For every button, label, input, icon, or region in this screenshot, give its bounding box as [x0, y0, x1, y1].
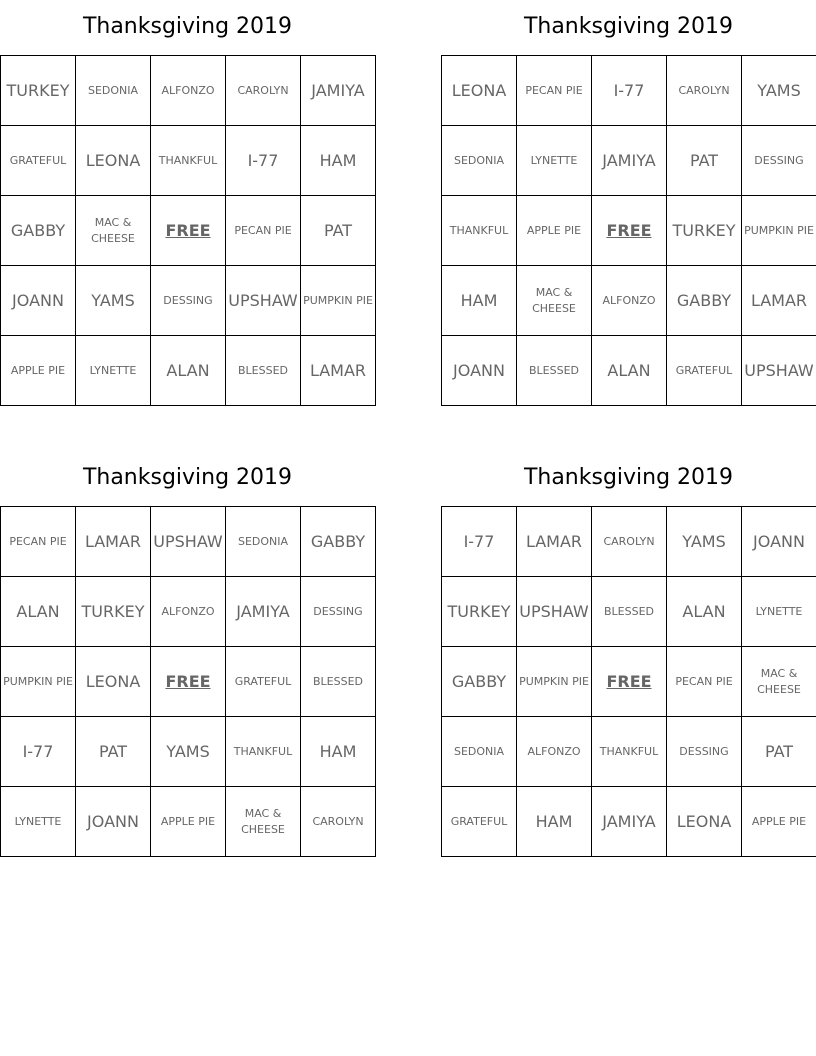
bingo-cell: TURKEY [1, 56, 76, 126]
grid-row [442, 336, 816, 406]
bingo-cell: GRATEFUL [226, 647, 301, 717]
grid-row [1, 577, 376, 647]
bingo-cell: ALAN [667, 577, 742, 647]
bingo-cell: ALAN [151, 336, 226, 406]
grid-row [1, 196, 376, 266]
grid-row [1, 336, 376, 406]
bingo-cell: I-77 [1, 717, 76, 787]
free-space-cell: FREE [592, 647, 667, 717]
grid-row [1, 787, 376, 857]
grid-row [1, 647, 376, 717]
bingo-cell: PECAN PIE [226, 196, 301, 266]
bingo-cell: ALFONZO [151, 56, 226, 126]
grid-row [1, 266, 376, 336]
card-title: Thanksgiving 2019 [523, 465, 734, 490]
bingo-cell: APPLE PIE [151, 787, 226, 857]
bingo-cell: YAMS [742, 56, 816, 126]
grid-row [442, 647, 816, 717]
bingo-cell: YAMS [76, 266, 151, 336]
bingo-cell: PUMPKIN PIE [517, 647, 592, 717]
grid-row [442, 787, 816, 857]
bingo-cell: GRATEFUL [1, 126, 76, 196]
bingo-cell: UPSHAW [517, 577, 592, 647]
grid-row [442, 717, 816, 787]
bingo-cell: TURKEY [442, 577, 517, 647]
bingo-cell: BLESSED [226, 336, 301, 406]
bingo-cell: YAMS [151, 717, 226, 787]
bingo-grid [0, 55, 376, 406]
bingo-cell: CAROLYN [301, 787, 376, 857]
bingo-cell: MAC & CHEESE [226, 787, 301, 857]
bingo-cell: PAT [742, 717, 816, 787]
bingo-cell: SEDONIA [442, 126, 517, 196]
bingo-cell: UPSHAW [151, 507, 226, 577]
bingo-cell: LEONA [667, 787, 742, 857]
bingo-cell: THANKFUL [592, 717, 667, 787]
bingo-cell: UPSHAW [226, 266, 301, 336]
bingo-cell: GRATEFUL [667, 336, 742, 406]
bingo-cell: I-77 [442, 507, 517, 577]
bingo-cell: HAM [517, 787, 592, 857]
bingo-cell: LEONA [442, 56, 517, 126]
card-title: Thanksgiving 2019 [523, 14, 734, 39]
bingo-cell: ALAN [1, 577, 76, 647]
bingo-cell: APPLE PIE [517, 196, 592, 266]
bingo-cell: JAMIYA [301, 56, 376, 126]
bingo-cell: LYNETTE [742, 577, 816, 647]
grid-row [442, 196, 816, 266]
bingo-cell: MAC & CHEESE [742, 647, 816, 717]
grid-row [1, 56, 376, 126]
bingo-cell: MAC & CHEESE [76, 196, 151, 266]
bingo-cell: GABBY [442, 647, 517, 717]
free-space-cell: FREE [151, 647, 226, 717]
grid-row [1, 126, 376, 196]
bingo-cell: ALAN [592, 336, 667, 406]
bingo-grid [0, 506, 376, 857]
bingo-cell: JAMIYA [592, 787, 667, 857]
grid-row [442, 266, 816, 336]
bingo-cell: LYNETTE [517, 126, 592, 196]
bingo-cell: GABBY [301, 507, 376, 577]
bingo-cell: HAM [442, 266, 517, 336]
bingo-cell: BLESSED [301, 647, 376, 717]
bingo-cell: JAMIYA [592, 126, 667, 196]
bingo-cell: PAT [76, 717, 151, 787]
card-title: Thanksgiving 2019 [82, 14, 293, 39]
bingo-cell: CAROLYN [226, 56, 301, 126]
bingo-cell: ALFONZO [517, 717, 592, 787]
bingo-cell: I-77 [226, 126, 301, 196]
bingo-cell: JOANN [1, 266, 76, 336]
card-title: Thanksgiving 2019 [82, 465, 293, 490]
bingo-cell: SEDONIA [226, 507, 301, 577]
bingo-cell: LAMAR [76, 507, 151, 577]
bingo-cell: THANKFUL [442, 196, 517, 266]
bingo-cell: LEONA [76, 126, 151, 196]
bingo-cell: ALFONZO [151, 577, 226, 647]
bingo-cell: DESSING [151, 266, 226, 336]
bingo-cell: UPSHAW [742, 336, 816, 406]
bingo-cell: PECAN PIE [1, 507, 76, 577]
bingo-cell: SEDONIA [442, 717, 517, 787]
bingo-cell: MAC & CHEESE [517, 266, 592, 336]
grid-row [1, 717, 376, 787]
bingo-cell: GABBY [667, 266, 742, 336]
bingo-cell: TURKEY [76, 577, 151, 647]
bingo-cell: JOANN [76, 787, 151, 857]
bingo-cell: YAMS [667, 507, 742, 577]
bingo-cell: DESSING [742, 126, 816, 196]
free-space-cell: FREE [592, 196, 667, 266]
bingo-cell: PUMPKIN PIE [301, 266, 376, 336]
grid-row [442, 126, 816, 196]
bingo-grid [441, 55, 816, 406]
bingo-cell: HAM [301, 717, 376, 787]
bingo-cell: JAMIYA [226, 577, 301, 647]
bingo-cell: PUMPKIN PIE [742, 196, 816, 266]
bingo-cell: BLESSED [592, 577, 667, 647]
bingo-cell: PAT [301, 196, 376, 266]
bingo-cell: BLESSED [517, 336, 592, 406]
bingo-cell: LYNETTE [1, 787, 76, 857]
grid-row [442, 577, 816, 647]
bingo-cell: GRATEFUL [442, 787, 517, 857]
bingo-cell: PAT [667, 126, 742, 196]
bingo-cell: ALFONZO [592, 266, 667, 336]
bingo-cell: TURKEY [667, 196, 742, 266]
bingo-cell: PECAN PIE [667, 647, 742, 717]
bingo-cell: LYNETTE [76, 336, 151, 406]
grid-row [442, 56, 816, 126]
bingo-cell: LAMAR [742, 266, 816, 336]
bingo-cell: HAM [301, 126, 376, 196]
grid-row [1, 507, 376, 577]
bingo-cell: JOANN [742, 507, 816, 577]
bingo-cell: DESSING [301, 577, 376, 647]
bingo-cell: PECAN PIE [517, 56, 592, 126]
bingo-cell: CAROLYN [592, 507, 667, 577]
bingo-cell: PUMPKIN PIE [1, 647, 76, 717]
bingo-cell: GABBY [1, 196, 76, 266]
bingo-cell: JOANN [442, 336, 517, 406]
bingo-cell: LEONA [76, 647, 151, 717]
bingo-grid [441, 506, 816, 857]
bingo-cell: SEDONIA [76, 56, 151, 126]
bingo-cell: THANKFUL [151, 126, 226, 196]
bingo-cell: THANKFUL [226, 717, 301, 787]
bingo-cell: APPLE PIE [1, 336, 76, 406]
grid-row [442, 507, 816, 577]
bingo-cell: DESSING [667, 717, 742, 787]
free-space-cell: FREE [151, 196, 226, 266]
bingo-cell: I-77 [592, 56, 667, 126]
bingo-cell: CAROLYN [667, 56, 742, 126]
bingo-cell: APPLE PIE [742, 787, 816, 857]
bingo-cell: LAMAR [517, 507, 592, 577]
bingo-cell: LAMAR [301, 336, 376, 406]
